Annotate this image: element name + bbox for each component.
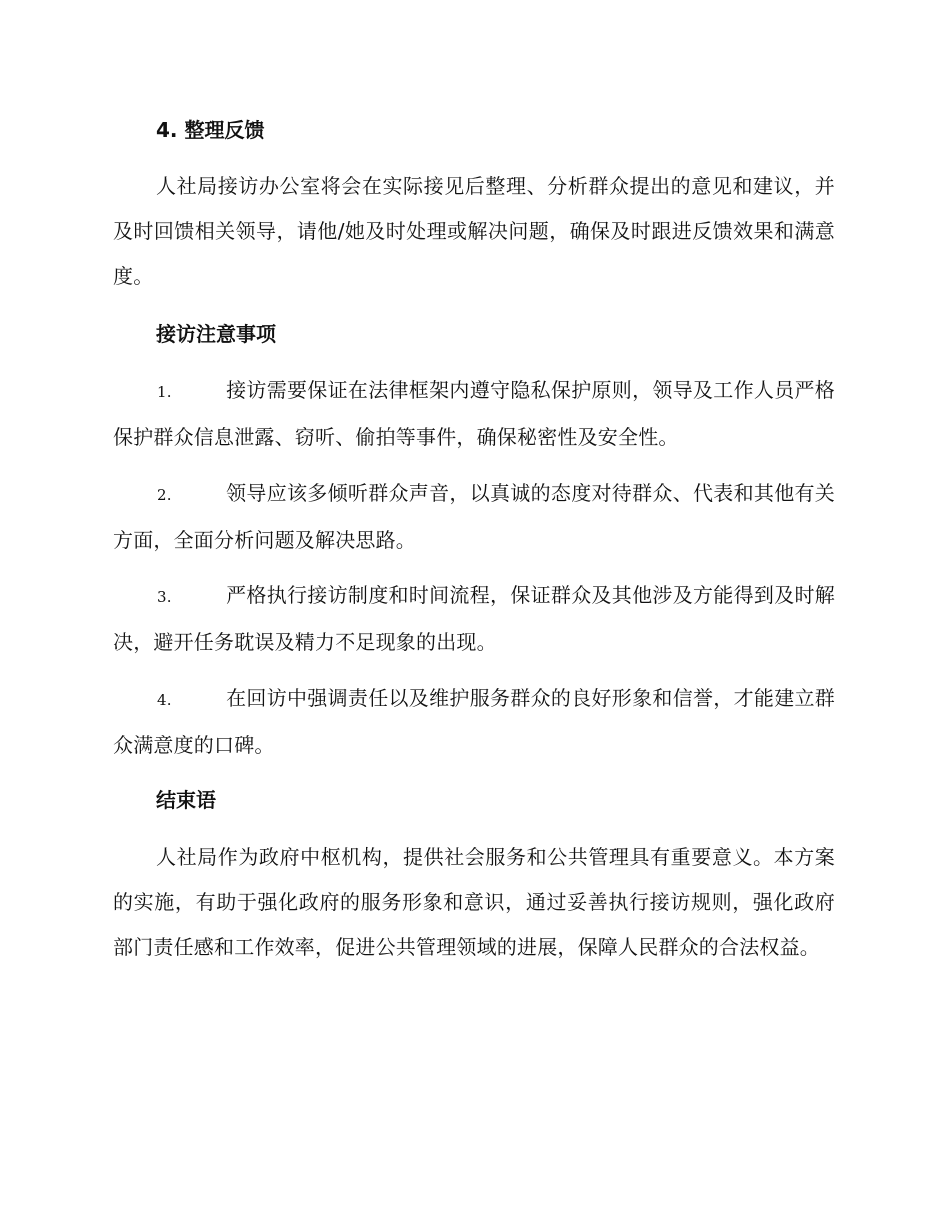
- paragraph-conclusion: 人社局作为政府中枢机构，提供社会服务和公共管理具有重要意义。本方案的实施，有助于强化政府的服务形象和意识，通过妥善执行接访规则，强化政府部门责任感和工作效率，促进公共管理领域的进展，保障人民群众的合法权益。: [113, 845, 835, 959]
- list-item-text: 接访需要保证在法律框架内遵守隐私保护原则，领导及工作人员严格保护群众信息泄露、窃听、偷拍等事件，确保秘密性及安全性。: [113, 378, 835, 449]
- section-heading-conclusion: 结束语: [156, 788, 216, 812]
- list-item: [113, 471, 835, 563]
- section-heading-notes: 接访注意事项: [156, 322, 276, 346]
- list-item: [113, 676, 835, 768]
- list-item-number: 2.: [157, 486, 172, 504]
- list-item-number: 4.: [157, 691, 172, 709]
- list-item-number: 3.: [157, 588, 172, 606]
- list-item-text: 在回访中强调责任以及维护服务群众的良好形象和信誉，才能建立群众满意度的口碑。: [113, 686, 835, 757]
- paragraph-feedback: 人社局接访办公室将会在实际接见后整理、分析群众提出的意见和建议，并及时回馈相关领导，请他/她及时处理或解决问题，确保及时跟进反馈效果和满意度。: [113, 174, 835, 288]
- list-item-number: 1.: [157, 383, 172, 401]
- list-item: [113, 368, 835, 460]
- list-item-text: 领导应该多倾听群众声音，以真诚的态度对待群众、代表和其他有关方面，全面分析问题及解决思路。: [113, 481, 835, 552]
- list-item: [113, 573, 835, 665]
- section-heading-feedback: 4. 整理反馈: [156, 118, 265, 142]
- list-item-text: 严格执行接访制度和时间流程，保证群众及其他涉及方能得到及时解决，避开任务耽误及精力不足现象的出现。: [113, 583, 835, 654]
